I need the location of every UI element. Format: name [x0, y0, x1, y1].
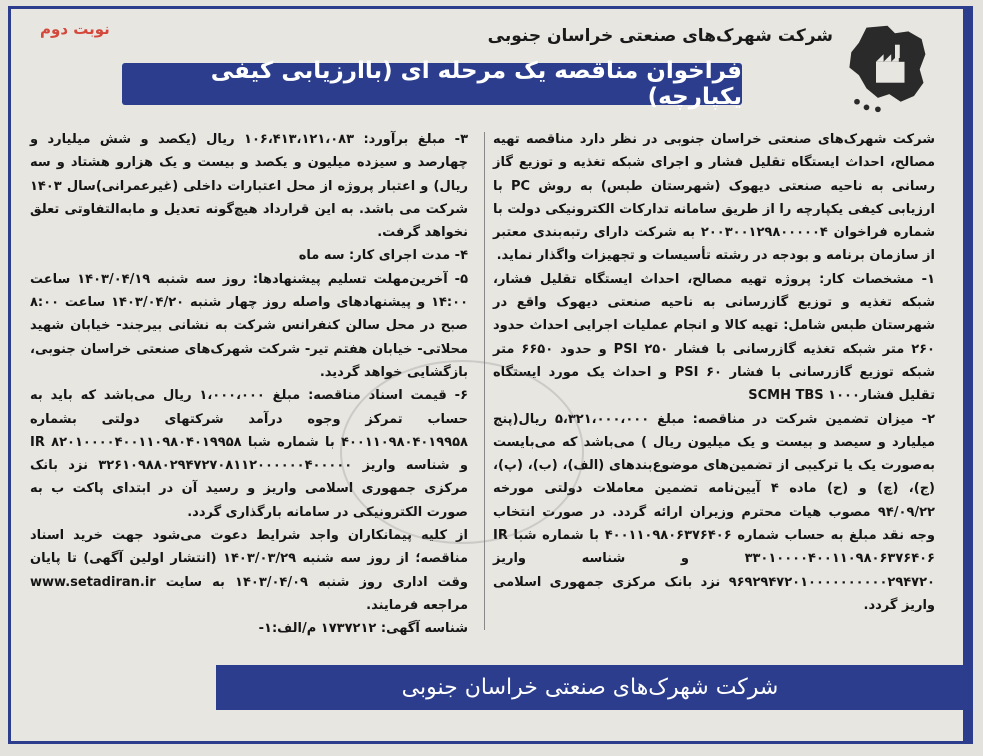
invitation-paragraph: از کلیه پیمانکاران واجد شرایط دعوت می‌شود جهت خرید اسناد مناقصه؛ از روز سه شنبه ۱۴۰۳/۰۳/۲۹ (انتشار اولین آگهی) تا پایان وقت اداری روز شنبه ۱۴۰۳/۰۴/۰۹ به سایت www.setadiran.ir مراجعه فرمایند.	[30, 528, 468, 613]
column-divider	[484, 132, 485, 630]
right-column	[493, 128, 935, 617]
edition-label: نوبت دوم	[40, 20, 110, 38]
company-name: شرکت شهرک‌های صنعتی خراسان جنوبی	[487, 26, 833, 46]
iran-map-factory-icon	[838, 20, 933, 115]
footer-company-name: شرکت شهرک‌های صنعتی خراسان جنوبی	[401, 675, 779, 700]
clause-1-specs: ۱- مشخصات کار: پروژه تهیه مصالح، احداث ایستگاه تقلیل فشار، شبکه تغذیه و توزیع گازرسانی به ناحیه صنعتی دیهوک واقع در شهرستان طبس شامل: تهیه کالا و انجام عملیات اجرایی احداث حدود ۲۶۰ متر شبکه تغذیه گازرسانی با فشار PSI ۲۵۰ و حدود ۶۶۵۰ متر شبکه توزیع گازرسانی با فشار PSI ۶۰ و احداث یک مورد ایستگاه تقلیل فشارSCMH TBS ۱۰۰۰	[493, 271, 935, 404]
footer-banner	[216, 665, 964, 710]
clause-5-deadline: ۵- آخرین‌مهلت تسلیم پیشنهادها: روز سه شنبه ۱۴۰۳/۰۴/۱۹ ساعت ۱۴:۰۰ و پیشنهادهای واصله روز چهار شنبه ۱۴۰۳/۰۴/۲۰ ساعت ۸:۰۰ صبح در محل سالن کنفرانس شرکت به نشانی بیرجند- خیابان شهید محلاتی- خیابان هفتم تیر- شرکت شهرک‌های صنعتی خراسان جنوبی، بازگشایی خواهد گردید.	[30, 271, 468, 380]
intro-paragraph: شرکت شهرک‌های صنعتی خراسان جنوبی در نظر دارد مناقصه تهیه مصالح، احداث ایستگاه تقلیل فشار و اجرای شبکه تغذیه و توزیع گاز رسانی به ناحیه صنعتی دیهوک (شهرستان طبس) به روش PC با ارزیابی کیفی یکپارچه را از طریق سامانه تدارکات الکترونیکی دولت با شماره فراخوان ۲۰۰۳۰۰۱۲۹۸۰۰۰۰۰۴ به شرکت دارای رتبه‌بندی معتبر از سازمان برنامه و بودجه در رشته تأسیسات و تجهیزات واگذار نماید.	[493, 132, 936, 264]
clause-3-estimate: ۳- مبلغ برآورد: ۱۰۶،۴۱۳،۱۲۱،۰۸۳ ریال (یکصد و شش میلیارد و چهارصد و سیزده میلیون و یکصد و بیست و یک هزارو هشتاد و سه ریال) و اعتبار پروژه از محل اعتبارات داخلی (غیرعمرانی)سال ۱۴۰۳ شرکت می باشد. به این قرارداد هیچ‌گونه تعدیل و مابه‌التفاوتی تعلق نخواهد گرفت.	[30, 132, 469, 241]
ad-title	[122, 58, 742, 110]
clause-4-duration: ۴- مدت اجرای کار: سه ماه	[298, 248, 468, 264]
ad-title-text: فراخوان مناقصه یک مرحله ای (باارزیابی کیفی یکپارچه)	[210, 58, 742, 110]
clause-2-guarantee: ۲- میزان تضمین شرکت در مناقصه: مبلغ ۵،۳۲۱،۰۰۰،۰۰۰ ریال(پنج میلیارد و سیصد و بیست و یک میلیون ریال ) می‌باشد که می‌بایست به‌صورت یک یا ترکیبی از تضمین‌های موضوع‌بندهای (الف)، (ب)، (پ)، (ج)، (چ) و (ح) ماده ۴ آیین‌نامه تضمین معاملات دولتی مورخه ۹۴/۰۹/۲۲ مصوب هیات محترم وزیران ارائه گردد. در صورت انتخاب وجه نقد مبلغ به حساب شماره ۴۰۰۱۱۰۹۸۰۶۳۷۶۴۰۶ با شماره شبا IR ۳۳۰۱۰۰۰۰۴۰۰۱۱۰۹۸۰۶۳۷۶۴۰۶ و شناسه واریز ۹۶۹۲۹۴۷۲۰۱۰۰۰۰۰۰۰۰۰۰۲۹۴۷۲۰ نزد بانک مرکزی جمهوری اسلامی واریز گردد.	[493, 411, 936, 613]
left-column	[30, 128, 468, 641]
ad-identifier: شناسه آگهی: ۱۷۳۷۲۱۲ م/الف:۱-	[258, 621, 468, 637]
right-border-bar	[965, 6, 973, 744]
clause-6-document-price: ۶- قیمت اسناد مناقصه: مبلغ ۱،۰۰۰،۰۰۰ ریال می‌باشد که باید به حساب تمرکز وجوه درآمد شرکتهای دولتی بشماره ۴۰۰۱۱۰۹۸۰۴۰۱۹۹۵۸ با شماره شبا IR ۸۲۰۱۰۰۰۰۴۰۰۱۱۰۹۸۰۴۰۱۹۹۵۸ و شناسه واریز ۳۲۶۱۰۹۸۸۰۲۹۴۷۲۷۰۸۱۱۲۰۰۰۰۰۰۴۰۰۰۰۰ نزد بانک مرکزی جمهوری اسلامی واریز و رسید آن در ابتدای پاکت ب به صورت الکترونیکی در سامانه بارگذاری گردد.	[30, 388, 468, 520]
